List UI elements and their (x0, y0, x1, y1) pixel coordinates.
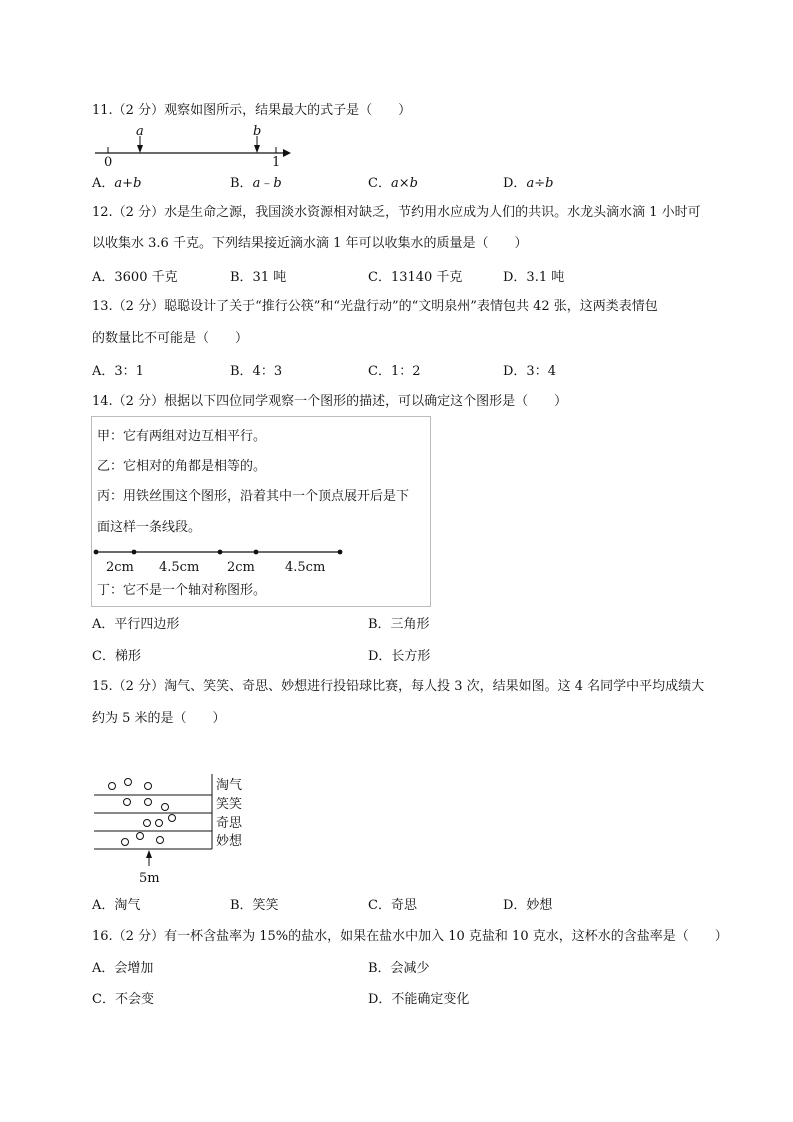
q14-option-d[interactable]: D．长方形 (368, 649, 431, 664)
label-a: a (136, 124, 144, 139)
q15-option-a[interactable]: A．淘气 (92, 898, 141, 913)
q12-option-d[interactable]: D．3.1 吨 (503, 270, 565, 285)
q14-bing-line2: 面这样一条线段。 (97, 520, 202, 535)
q13-option-c[interactable]: C．1：2 (368, 364, 421, 379)
q11-option-c[interactable]: C．a×b (368, 176, 418, 191)
throw-point (169, 815, 176, 822)
q11-option-d[interactable]: D．a÷b (503, 176, 554, 191)
q13-option-b[interactable]: B．4：3 (230, 364, 283, 379)
q16-option-b[interactable]: B．会减少 (368, 961, 430, 976)
q16-option-c[interactable]: C．不会变 (92, 992, 154, 1007)
q14-stem: 14.（2 分）根据以下四位同学观察一个图形的描述，可以确定这个图形是（ ） (92, 394, 568, 409)
q16-stem: 16.（2 分）有一杯含盐率为 15%的盐水，如果在盐水中加入 10 克盐和 10 克水，这杯水的含盐率是（ ） (92, 929, 728, 944)
segment-dot (254, 550, 259, 555)
q11-stem: 11.（2 分）观察如图所示，结果最大的式子是（ ） (92, 103, 412, 118)
q16-option-a[interactable]: A．会增加 (92, 961, 154, 976)
throw-point (137, 833, 144, 840)
up-arrow-icon (146, 850, 152, 858)
label-b: b (253, 124, 262, 139)
q15-option-b[interactable]: B．笑笑 (230, 898, 279, 913)
q14-description-box (91, 416, 431, 607)
q11-option-b[interactable]: B．a﹣b (230, 176, 282, 191)
segment-label: 2cm (227, 560, 255, 575)
q11-option-a[interactable]: A．a+b (92, 176, 142, 191)
throw-point (162, 804, 169, 811)
segment-label: 2cm (106, 560, 134, 575)
arrow-b-icon (254, 145, 260, 153)
q11-number-line (90, 124, 290, 174)
q14-option-a[interactable]: A．平行四边形 (92, 617, 180, 632)
q14-ding: 丁：它不是一个轴对称图形。 (97, 583, 267, 598)
arrow-a-icon (137, 145, 143, 153)
throw-point (145, 783, 152, 790)
segment-dot (132, 550, 137, 555)
throw-point (156, 820, 163, 827)
throw-point (144, 820, 151, 827)
q15-option-c[interactable]: C．奇思 (368, 898, 417, 913)
q13-stem-line1: 13.（2 分）聪聪设计了关于“推行公筷”和“光盘行动”的“文明泉州”表情包共 42 张，这两类表情包 (92, 299, 658, 314)
q15-stem-line1: 15.（2 分）淘气、笑笑、奇思、妙想进行投铅球比赛，每人投 3 次，结果如图。这 4 名同学中平均成绩大 (92, 679, 705, 694)
q14-jia: 甲：它有两组对边互相平行。 (97, 429, 267, 444)
q12-option-c[interactable]: C．13140 千克 (368, 270, 463, 285)
label-zero: 0 (104, 155, 113, 170)
q15-stem-line2: 约为 5 米的是（ ） (92, 711, 226, 726)
throw-point (109, 783, 116, 790)
q14-option-c[interactable]: C．梯形 (92, 649, 141, 664)
label-one: 1 (272, 155, 281, 170)
segment-label: 4.5cm (159, 560, 200, 575)
q12-stem-line1: 12.（2 分）水是生命之源，我国淡水资源相对缺乏，节约用水应成为人们的共识。水龙头滴水滴 1 小时可 (92, 205, 701, 220)
segment-dot (218, 550, 223, 555)
name-label: 笑笑 (216, 797, 243, 812)
q13-option-a[interactable]: A．3：1 (92, 364, 144, 379)
name-label: 奇思 (216, 816, 243, 831)
q12-option-b[interactable]: B．31 吨 (230, 270, 287, 285)
throw-point (157, 837, 164, 844)
name-label: 妙想 (216, 834, 243, 849)
q15-throw-chart (92, 770, 262, 890)
axis-arrow-icon (283, 149, 291, 157)
q12-option-a[interactable]: A．3600 千克 (92, 270, 178, 285)
q14-segment-figure (92, 545, 422, 579)
throw-point (122, 839, 129, 846)
marker-label: 5m (139, 871, 160, 886)
q13-option-d[interactable]: D．3：4 (503, 364, 556, 379)
q14-bing-line1: 丙：用铁丝围这个图形，沿着其中一个顶点展开后是下 (97, 489, 410, 504)
throw-point (124, 799, 131, 806)
q12-stem-line2: 以收集水 3.6 千克。下列结果接近滴水滴 1 年可以收集水的质量是（ ） (92, 236, 528, 251)
q13-stem-line2: 的数量比不可能是（ ） (92, 331, 249, 346)
throw-point (145, 799, 152, 806)
q16-option-d[interactable]: D．不能确定变化 (368, 992, 470, 1007)
segment-label: 4.5cm (285, 560, 326, 575)
name-label: 淘气 (216, 778, 243, 793)
q14-option-b[interactable]: B．三角形 (368, 617, 430, 632)
q14-yi: 乙：它相对的角都是相等的。 (97, 459, 267, 474)
segment-dot (94, 550, 99, 555)
segment-dot (338, 550, 343, 555)
throw-point (125, 779, 132, 786)
q15-option-d[interactable]: D．妙想 (503, 898, 553, 913)
